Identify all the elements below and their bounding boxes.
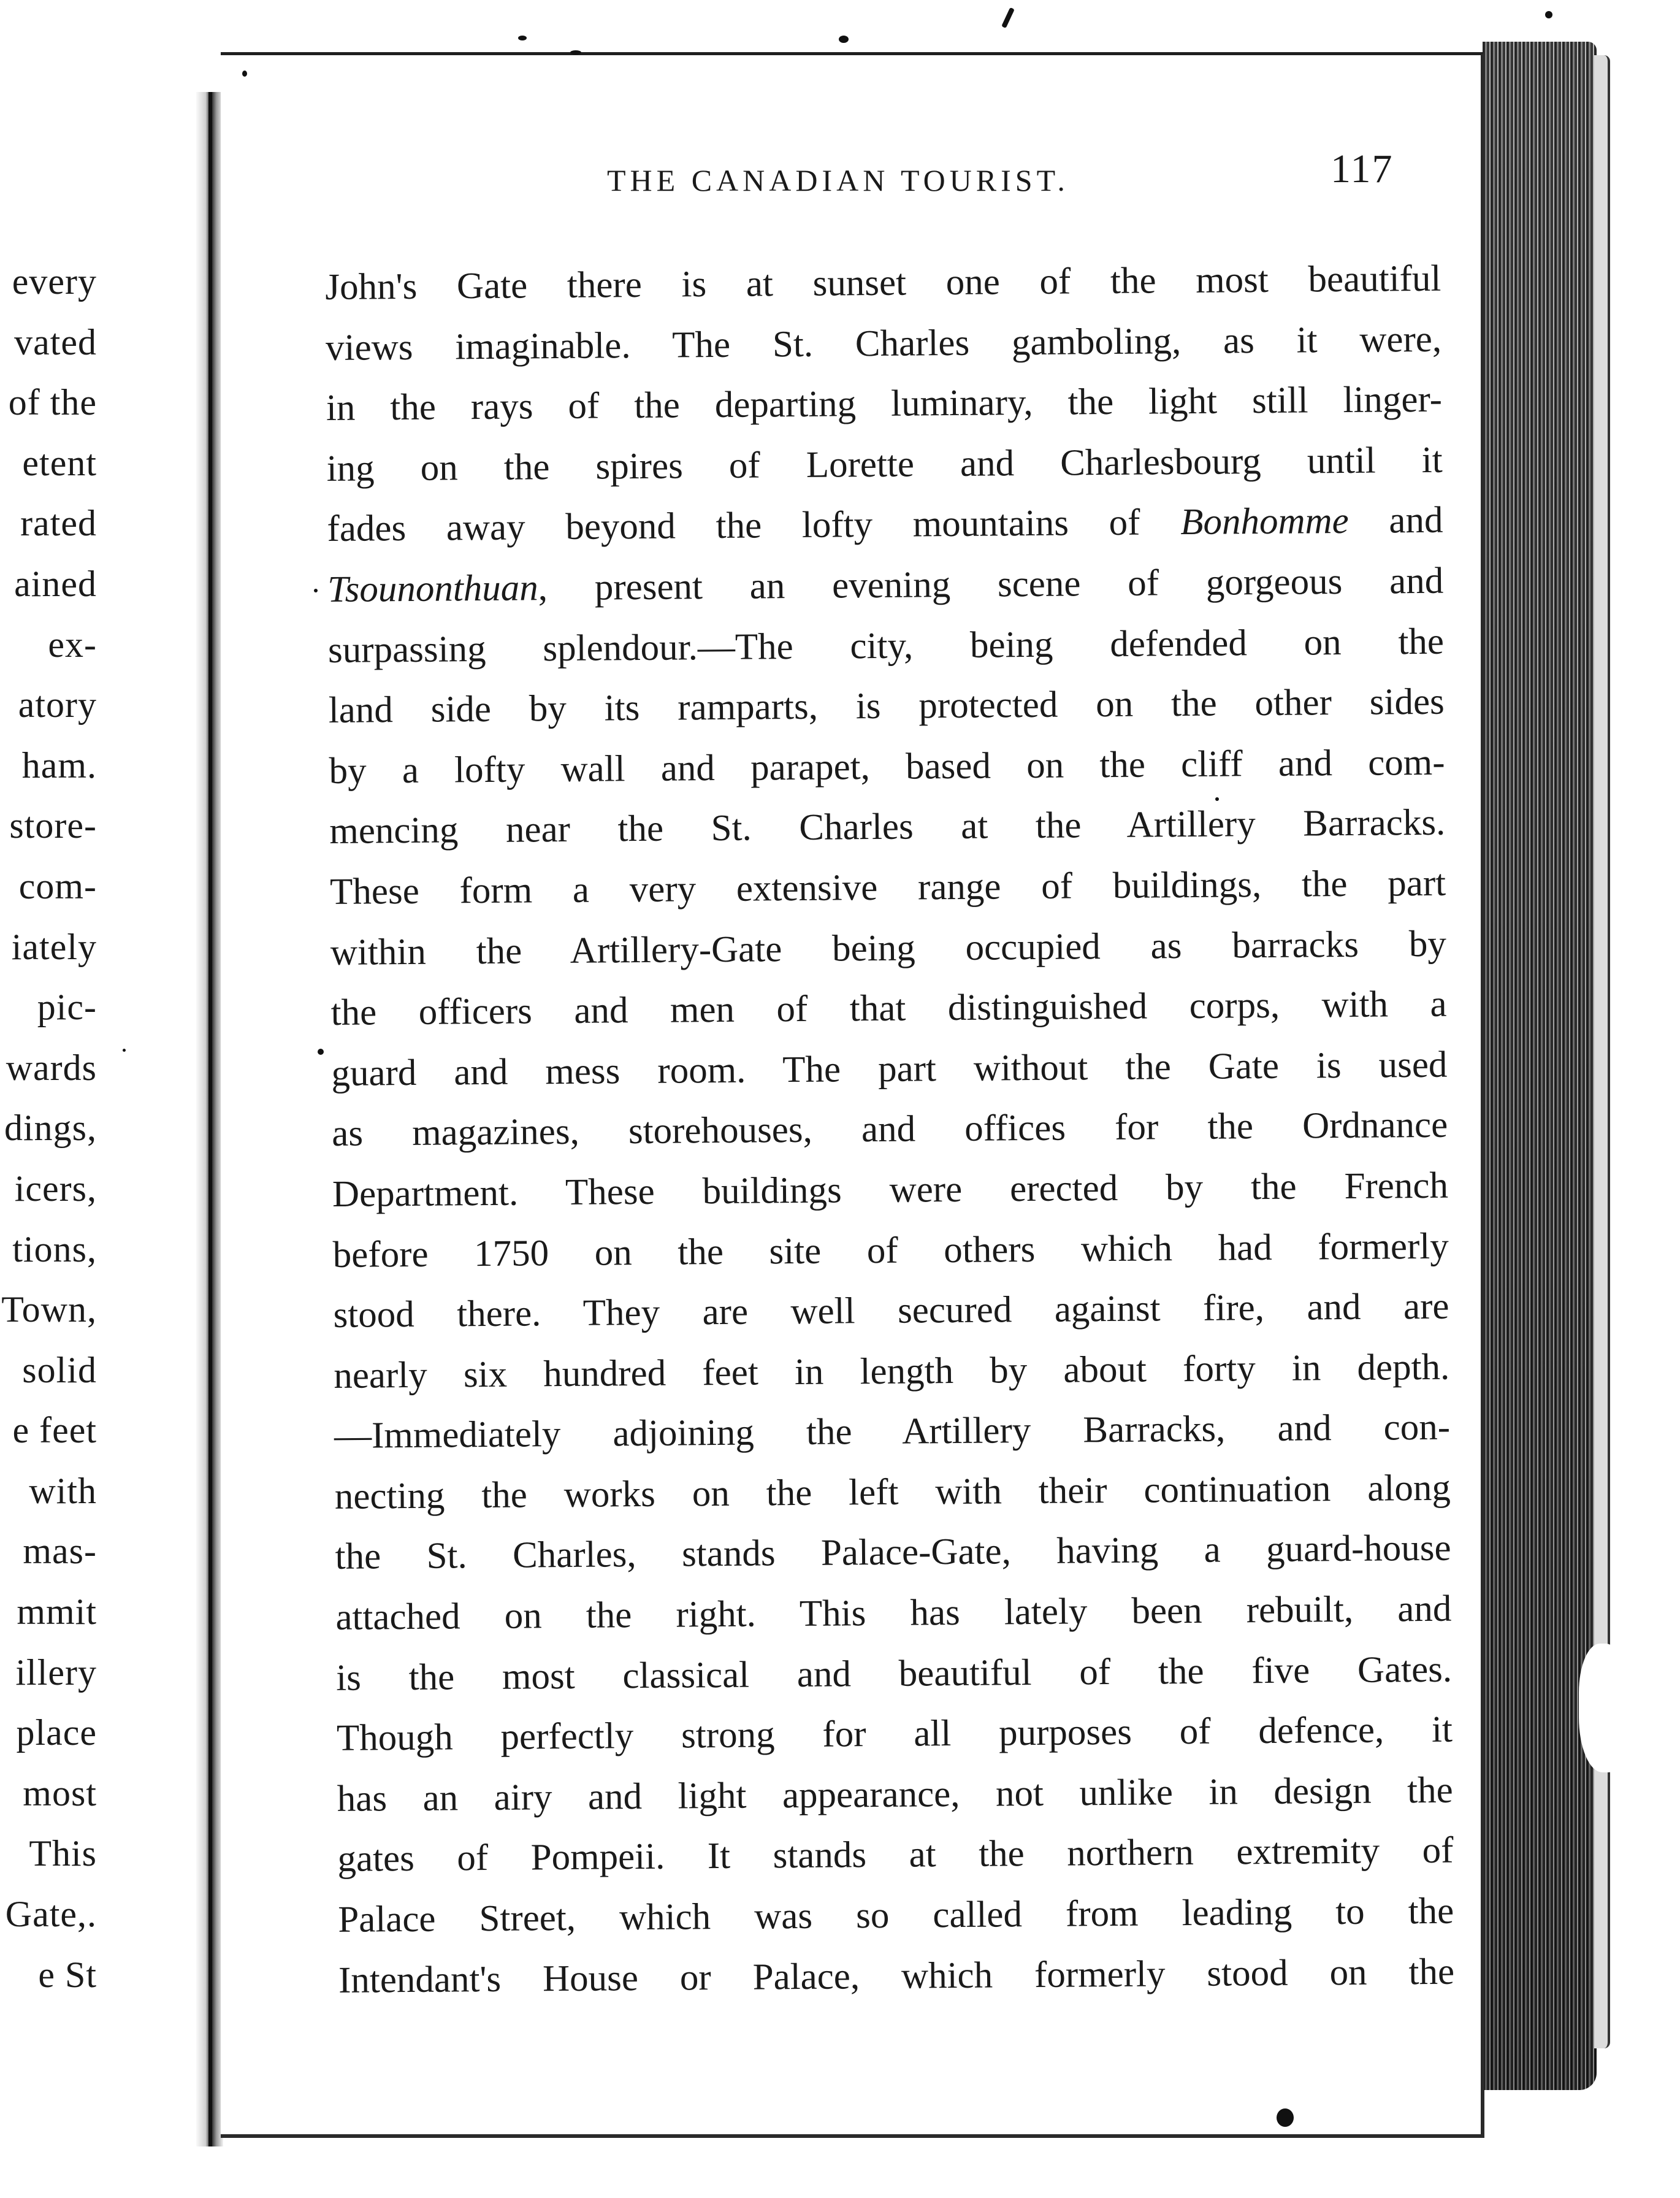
text-line (334, 1398, 1451, 1467)
text-line (326, 430, 1443, 499)
left-page-fragment: e feet (12, 1410, 97, 1451)
text-segment: in the rays of the departing luminary, the light still linger- (326, 378, 1443, 429)
text-line (337, 1760, 1453, 1829)
text-segment: Intendant's House or Palace, which formerly stood on the (338, 1951, 1455, 2001)
left-page-fragment: vated (14, 321, 97, 362)
text-line (334, 1458, 1451, 1528)
text-segment: Palace Street, which was so called from leading to the (338, 1890, 1454, 1940)
left-page-fragment: pic- (37, 987, 97, 1028)
left-page-fragment: of the (8, 382, 97, 423)
text-segment: the St. Charles, stands Palace-Gate, having a guard-house (335, 1528, 1451, 1578)
text-line (336, 1639, 1453, 1709)
text-segment: attached on the right. This has lately been rebuilt, and (335, 1588, 1452, 1638)
left-page-fragment: wards (6, 1047, 97, 1088)
left-page-fragment: with (29, 1470, 97, 1511)
left-page-fragment: solid (22, 1349, 97, 1390)
text-line (338, 1882, 1454, 1951)
left-page-fragment: atory (18, 684, 97, 726)
text-line (334, 1337, 1450, 1406)
scan-speck (1277, 2108, 1294, 2127)
text-line (338, 1942, 1455, 2011)
left-page-fragment: tions, (12, 1228, 97, 1269)
scan-speck (518, 36, 527, 40)
text-segment: necting the works on the left with their continuation along (334, 1467, 1451, 1517)
text-segment: John's Gate there is at sunset one of the most beautiful (325, 258, 1441, 308)
left-page-fragment: ham. (21, 745, 97, 786)
left-page-fragment: This (29, 1833, 97, 1874)
text-line (326, 309, 1442, 378)
left-page-fragment: dings, (4, 1108, 97, 1149)
text-line (325, 249, 1441, 318)
running-head: THE CANADIAN TOURIST. (607, 163, 1069, 197)
left-page-fragment: etent (22, 442, 97, 483)
scan-speck (839, 36, 849, 43)
text-segment: gates of Pompeii. It stands at the northern extremity of (337, 1830, 1454, 1880)
text-line (335, 1579, 1452, 1648)
text-line (330, 914, 1447, 983)
text-segment: guard and mess room. The part without the Gate is used (331, 1044, 1448, 1094)
left-page-fragment: iately (11, 926, 97, 967)
scan-speck (570, 50, 581, 55)
left-page-fragment: Gate,. (5, 1894, 97, 1935)
left-page-fragment: store- (9, 805, 97, 846)
italic-text: Tsounonthuan (327, 567, 539, 610)
left-page-fragment: mas- (23, 1531, 97, 1572)
text-line (329, 732, 1445, 802)
text-segment: surpassing splendour.—The city, being defended on the (327, 621, 1445, 671)
left-page-fragment: com- (18, 865, 97, 906)
text-line (328, 672, 1445, 741)
text-line (330, 854, 1446, 923)
text-segment: before 1750 on the site of others which had formerly (332, 1225, 1449, 1276)
text-segment: ing on the spires of Lorette and Charlesbourg until it (326, 439, 1443, 489)
text-segment: and (1348, 500, 1443, 542)
text-line (333, 1277, 1449, 1346)
text-segment: Though perfectly strong for all purposes of defence, it (336, 1709, 1453, 1760)
text-line (332, 1095, 1448, 1165)
left-page-fragment: rated (20, 503, 97, 544)
text-line (335, 1518, 1451, 1588)
text-segment: within the Artillery-Gate being occupied as barracks by (330, 923, 1447, 973)
text-line (329, 793, 1446, 862)
italic-text: Bonhomme (1180, 500, 1349, 543)
text-line (330, 975, 1447, 1044)
text-line (328, 611, 1445, 681)
left-page-fragment: place (16, 1712, 97, 1753)
left-page-fragment: ained (14, 563, 97, 604)
text-segment: mencing near the St. Charles at the Artillery Barracks. (329, 802, 1446, 852)
text-segment: stood there. They are well secured against fire, and are (333, 1285, 1449, 1336)
left-page-fragment: Town, (1, 1289, 97, 1330)
text-segment: the officers and men of that distinguished corps, with a (330, 983, 1447, 1034)
gutter-shadow-line (208, 92, 212, 2146)
text-segment: These form a very extensive range of buildings, the part (329, 862, 1446, 913)
text-segment: fades away beyond the lofty mountains of (327, 502, 1181, 550)
text-segment: —Immediately adjoining the Artillery Barracks, and con- (334, 1406, 1451, 1457)
scan-speck (1215, 797, 1219, 801)
text-line (337, 1700, 1453, 1769)
text-segment: is the most classical and beautiful of the five Gates. (335, 1648, 1453, 1699)
left-page-fragment: ex- (48, 624, 97, 665)
text-segment: views imaginable. The St. Charles gamboling, as it were, (325, 318, 1442, 369)
left-page-fragment: e St (38, 1954, 97, 1995)
left-page-fragment: mmit (17, 1591, 97, 1633)
text-segment: land side by its ramparts, is protected on the other sides (328, 681, 1445, 732)
scan-speck (318, 1049, 324, 1055)
text-segment: as magazines, storehouses, and offices for the Ordnance (331, 1104, 1448, 1155)
scan-speck (1545, 11, 1552, 18)
text-line (327, 491, 1443, 560)
text-segment: nearly six hundred feet in length by about forty in depth. (334, 1346, 1450, 1396)
text-line (331, 1035, 1448, 1104)
page-edge-shading (1483, 42, 1597, 2090)
left-page-fragment: most (23, 1772, 97, 1813)
paper-tear (1579, 1644, 1634, 1772)
text-segment: Department. These buildings were erected by the French (332, 1165, 1449, 1215)
left-page-fragment: illery (15, 1652, 97, 1693)
text-segment: , present an evening scene of gorgeous and (538, 560, 1444, 609)
text-line (327, 551, 1444, 621)
scan-speck (314, 589, 318, 592)
text-line (337, 1821, 1454, 1890)
text-segment: has an airy and light appearance, not unlike in design the (337, 1769, 1453, 1820)
text-line (332, 1156, 1449, 1225)
left-page-fragment: icers, (14, 1168, 97, 1209)
scan-speck (1001, 7, 1015, 28)
scan-speck (123, 1049, 126, 1052)
page-number: 117 (1331, 147, 1394, 191)
text-segment: by a lofty wall and parapet, based on the cliff and com- (329, 741, 1445, 792)
left-page-text-fragments (0, 251, 97, 2005)
text-line (326, 370, 1443, 439)
text-line (332, 1216, 1449, 1285)
left-page-fragment: every (12, 261, 97, 302)
scan-speck (242, 71, 247, 77)
page-body-text (325, 249, 1454, 2011)
